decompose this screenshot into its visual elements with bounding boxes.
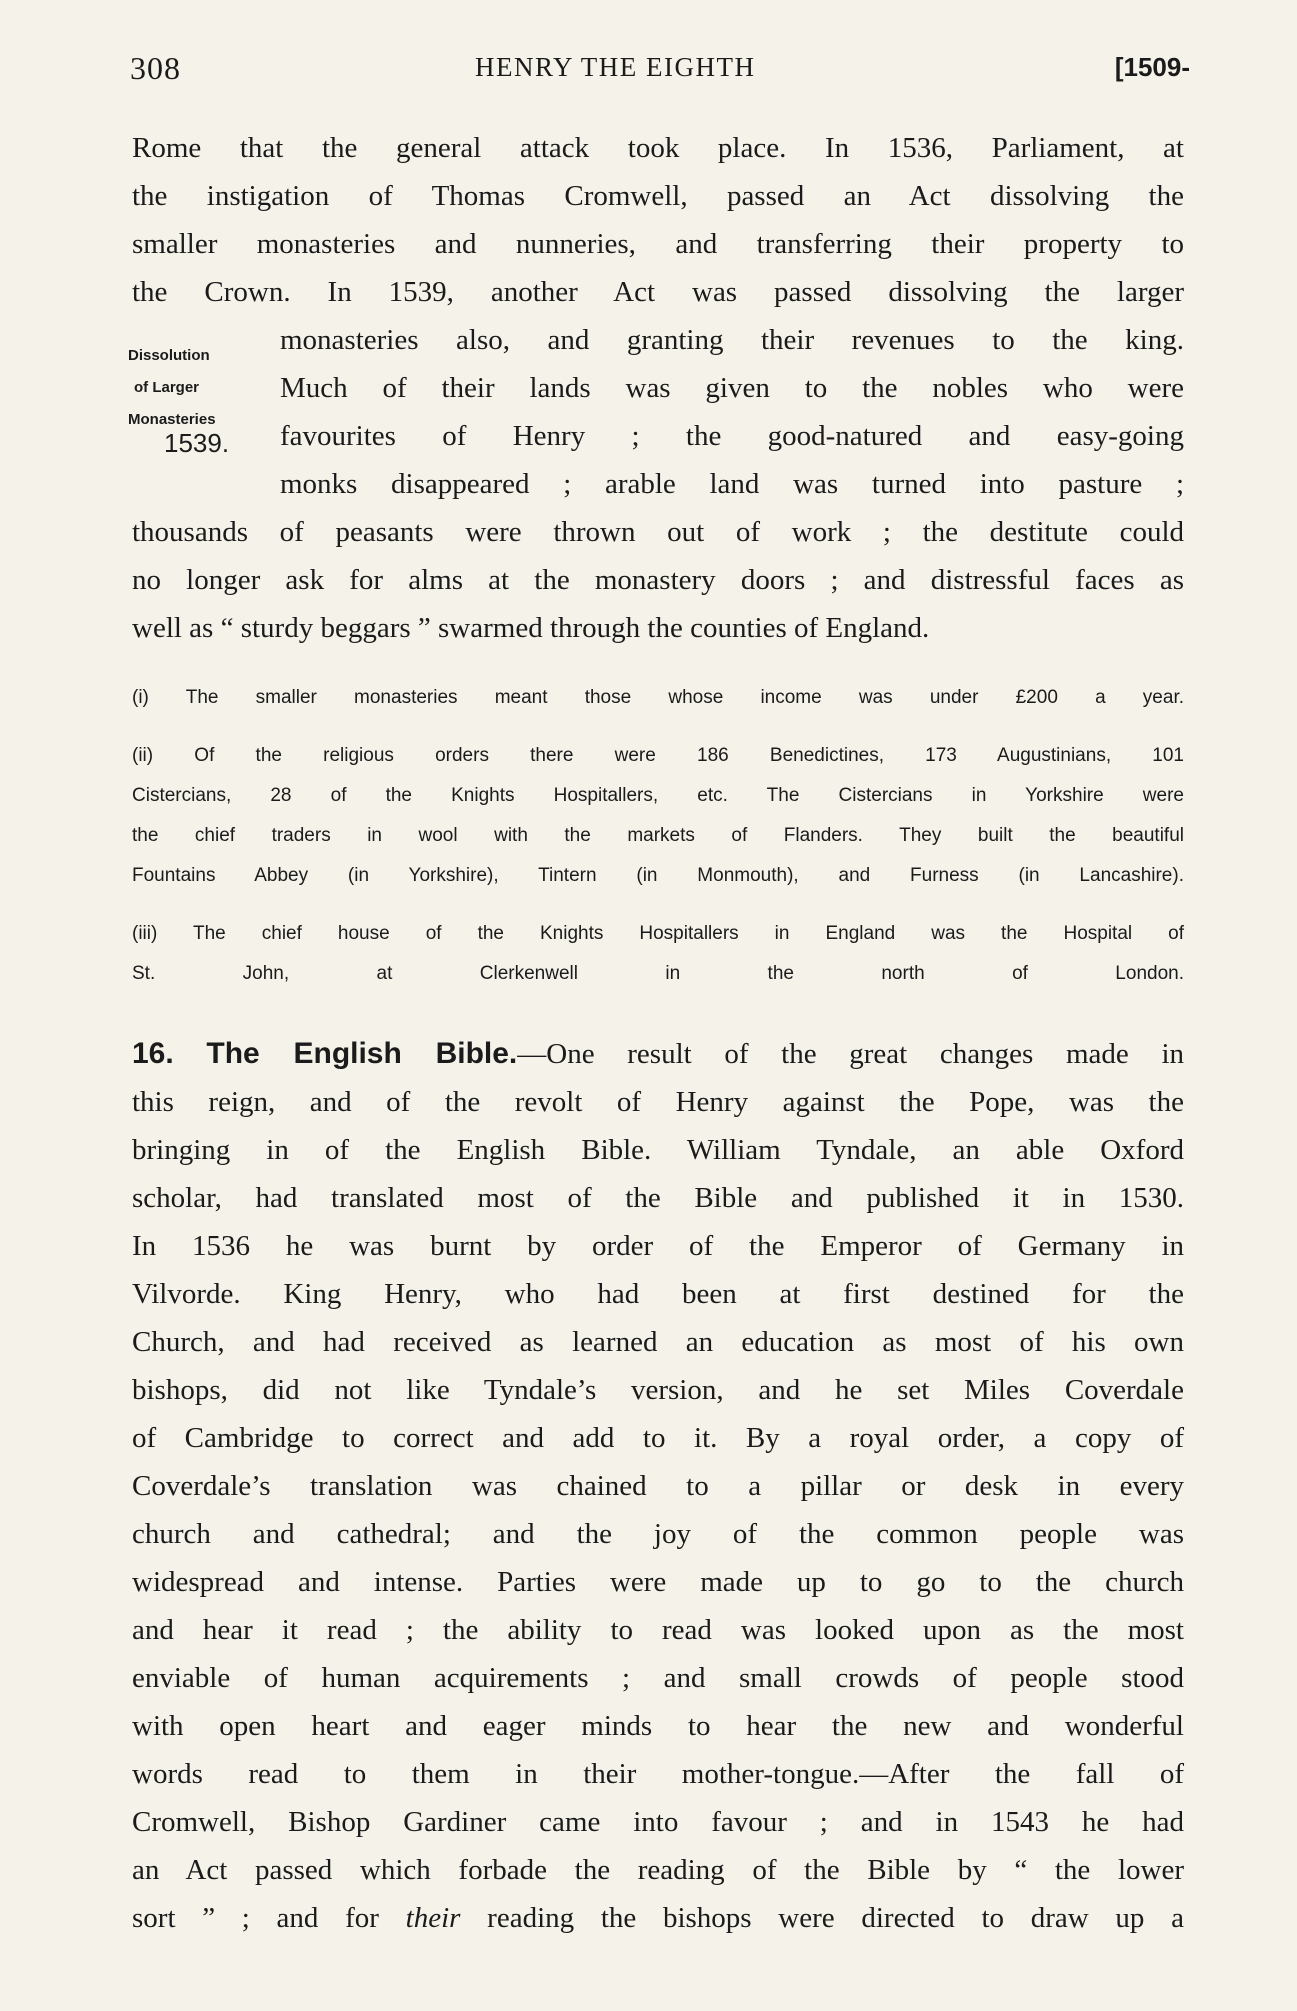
text-line: the instigation of Thomas Cromwell, passed an Act dissolving the: [132, 180, 1184, 212]
section-first-line-text: —One result of the great changes made in: [517, 1038, 1185, 1070]
text-line: well as “ sturdy beggars ” swarmed through the counties of England.: [132, 612, 930, 644]
intro-paragraph: [132, 124, 1184, 316]
text-line: Coverdale’s translation was chained to a pillar or desk in every: [132, 1470, 1184, 1502]
section-number: 16.: [132, 1037, 174, 1070]
text-line: of Cambridge to correct and add to it. By a royal order, a copy of: [132, 1422, 1184, 1454]
text-line: Church, and had received as learned an education as most of his own: [132, 1326, 1184, 1358]
text-line: In 1536 he was burnt by order of the Emperor of Germany in: [132, 1230, 1184, 1262]
note-line: (ii) Of the religious orders there were 186 Benedictines, 173 Augustinians, 101: [132, 745, 1184, 766]
notes-block: [132, 678, 1184, 1012]
text-line: scholar, had translated most of the Bible and published it in 1530.: [132, 1182, 1184, 1214]
note-line: Fountains Abbey (in Yorkshire), Tintern (in Monmouth), and Furness (in Lancashire).: [132, 865, 1184, 886]
sidenote-year: 1539.: [164, 428, 230, 458]
text-line: monks disappeared ; arable land was turned into pasture ;: [280, 468, 1184, 500]
sidenote-line: Monasteries: [128, 411, 216, 428]
sidenote-line: of Larger: [134, 379, 200, 396]
note-line: (i) The smaller monasteries meant those whose income was under £200 a year.: [132, 687, 1184, 708]
sidenote-line: Dissolution: [128, 347, 210, 364]
last-line-start: sort ” ; and for: [132, 1902, 406, 1934]
text-line: and hear it read ; the ability to read was looked upon as the most: [132, 1614, 1184, 1646]
text-line: the Crown. In 1539, another Act was passed dissolving the larger: [132, 276, 1184, 308]
text-line: favourites of Henry ; the good-natured and easy-going: [280, 420, 1184, 452]
note-3: [132, 914, 1184, 994]
section-heading: The English Bible.: [206, 1037, 518, 1070]
page-header: [130, 50, 1190, 90]
text-line: monasteries also, and granting their revenues to the king.: [280, 324, 1184, 356]
note-line: the chief traders in wool with the markets of Flanders. They built the beautiful: [132, 825, 1184, 846]
indented-paragraph: [132, 316, 1184, 508]
text-line: church and cathedral; and the joy of the common people was: [132, 1518, 1184, 1550]
last-line-end: reading the bishops were directed to draw up a: [460, 1902, 1184, 1934]
note-2: [132, 736, 1184, 896]
note-line: St. John, at Clerkenwell in the north of London.: [132, 963, 1184, 984]
note-line: (iii) The chief house of the Knights Hospitallers in England was the Hospital of: [132, 923, 1184, 944]
section-16: [132, 1030, 1184, 1942]
text-line: Vilvorde. King Henry, who had been at first destined for the: [132, 1278, 1184, 1310]
note-line: Cistercians, 28 of the Knights Hospitallers, etc. The Cistercians in Yorkshire were: [132, 785, 1184, 806]
text-line: [132, 1894, 1184, 1942]
text-line: no longer ask for alms at the monastery doors ; and distressful faces as: [132, 564, 1184, 596]
note-1: [132, 678, 1184, 718]
text-line: widespread and intense. Parties were made up to go to the church: [132, 1566, 1184, 1598]
text-line: words read to them in their mother-tongue.—After the fall of: [132, 1758, 1184, 1790]
text-line: thousands of peasants were thrown out of work ; the destitute could: [132, 516, 1184, 548]
text-line: Much of their lands was given to the nobles who were: [280, 372, 1184, 404]
text-line: bringing in of the English Bible. William Tyndale, an able Oxford: [132, 1134, 1184, 1166]
text-line: with open heart and eager minds to hear the new and wonderful: [132, 1710, 1184, 1742]
page-number: 308: [130, 50, 181, 86]
text-line: smaller monasteries and nunneries, and transferring their property to: [132, 228, 1184, 260]
last-line-italic: their: [405, 1902, 461, 1934]
text-line: Cromwell, Bishop Gardiner came into favour ; and in 1543 he had: [132, 1806, 1184, 1838]
section-first-line: [132, 1030, 1184, 1078]
closing-paragraph: [132, 508, 1184, 652]
text-line: bishops, did not like Tyndale’s version, and he set Miles Coverdale: [132, 1374, 1184, 1406]
year-marker: [1509-: [1114, 52, 1190, 82]
text-line: Rome that the general attack took place. In 1536, Parliament, at: [132, 132, 1184, 164]
text-line: an Act passed which forbade the reading of the Bible by “ the lower: [132, 1854, 1184, 1886]
running-title: HENRY THE EIGHTH: [475, 52, 756, 82]
text-line: this reign, and of the revolt of Henry against the Pope, was the: [132, 1086, 1184, 1118]
text-line: enviable of human acquirements ; and small crowds of people stood: [132, 1662, 1184, 1694]
